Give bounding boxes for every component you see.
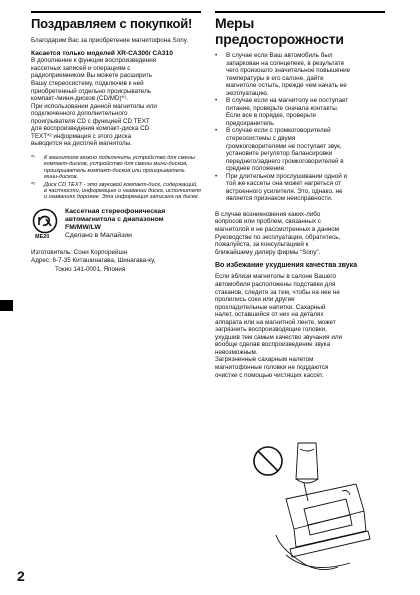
bullet-mark: • xyxy=(215,127,218,135)
footnote-1-mark: *¹ xyxy=(31,154,36,161)
models-line: При использовании данной магнитолы или xyxy=(31,102,157,110)
models-line: приобретенный отдельно проигрыватель xyxy=(31,87,152,95)
questions-line: магнитолой и не рассмотренных в данном xyxy=(215,226,340,234)
bullet-line: предохранитель. xyxy=(226,119,276,127)
bullet-line: встроенного усилителя. Это, однако, не xyxy=(226,187,343,195)
questions-line: ближайшему дилеру фирмы “Sony”. xyxy=(215,248,321,256)
maker-line: Токио 141-0001, Япония xyxy=(55,265,126,273)
models-line: радиоприемником Вы можете расширить xyxy=(31,72,153,80)
bullet-line: температуры в его салоне, дайте xyxy=(226,74,324,82)
models-body xyxy=(31,57,201,148)
precaution-item xyxy=(215,127,385,172)
quality-line: Если вблизи магнитолы в салоне Вашего xyxy=(215,273,337,281)
bullet-line: стереосистемы с двумя xyxy=(226,135,296,143)
models-line: В дополнение к функции воспроизведения xyxy=(31,57,157,65)
bullet-line: В случае если на магнитолу не поступает xyxy=(226,97,349,105)
top-rule-right xyxy=(215,11,385,13)
bullet-line: магнитоле остыть, прежде чем начать ее xyxy=(226,82,347,90)
bullet-line: эксплуатацию. xyxy=(226,89,269,97)
bullet-line: той же кассеты она может нагреться от xyxy=(226,180,342,188)
questions-line: Руководстве по эксплуатации, обратитесь, xyxy=(215,233,341,241)
models-line: выводится на дисплей магнитолы. xyxy=(31,140,132,148)
section-tab xyxy=(0,300,13,311)
precaution-item xyxy=(215,173,385,203)
models-line: кассетных записей и операциям с xyxy=(31,64,131,72)
precautions-title xyxy=(215,16,385,47)
footnote-1 xyxy=(31,155,201,181)
quality-line: очистке с помощью чистящих кассет. xyxy=(215,371,324,379)
quality-line: загрязнить воспроизводящие головки, xyxy=(215,326,327,334)
bullet-line: Если все в порядке, проверьте xyxy=(226,112,317,120)
sound-quality-body xyxy=(215,273,385,379)
bullet-line: установите регулятор балансировки xyxy=(226,150,333,158)
product-origin xyxy=(31,208,201,242)
made-in: Сделано в Малайзии xyxy=(65,231,132,239)
quality-line: магнитофонные головки не поддаются xyxy=(215,363,329,371)
precautions-title-line2: предосторожности xyxy=(215,30,344,47)
footnote-2 xyxy=(31,182,201,201)
bullet-mark: • xyxy=(215,172,218,180)
footnote-2-mark: *² xyxy=(31,181,36,188)
bullet-mark: • xyxy=(215,52,218,59)
quality-line: налет, оставшийся от них на деталях xyxy=(215,311,324,319)
quality-line: пролились соки или другие xyxy=(215,296,295,304)
models-line: TEXT*² информация с этого диска xyxy=(31,132,132,140)
quality-line: Загрязненные сахарным налетом xyxy=(215,356,314,364)
quality-line: вообще сделав воспроизведение звука xyxy=(215,341,331,349)
origin-text xyxy=(65,208,201,242)
quality-line: автомобиля расположены подставки для xyxy=(215,280,336,288)
models-line: проигрывателя CD с функцией CD TEXT xyxy=(31,117,150,125)
quality-line: прохладительные напитки. Сахарный xyxy=(215,303,326,311)
footnote-1-text: К магнитоле можно подключить устройство для смены компакт-дисков, устройство для смены мини-дисков, проигрыватель компакт-дисков или проигрыватель мини-дисков. xyxy=(44,154,195,181)
page-number: 2 xyxy=(17,568,25,584)
bullet-line: среднее положение. xyxy=(226,165,286,173)
quality-line: невозможным. xyxy=(215,348,258,356)
bullet-line: является признаком неисправности. xyxy=(226,195,333,203)
models-line: компакт-/мини-дисков (CD/MD)*¹. xyxy=(31,95,128,103)
footnote-2-text: Диск CD TEXT - это звуковой компакт-диск, содержащий, в частности, информацию о названии диска, исполнителя и названиях дорожек. Эта информация записана на диске. xyxy=(44,181,201,201)
models-line: подключенного дополнительного xyxy=(31,110,128,118)
bullet-line: запаркован на солнцепеке, в результате xyxy=(226,59,345,67)
product-title: Кассетная стереофоническая автомагнитола с диапазоном FM/MW/LW xyxy=(65,207,166,231)
questions-line: В случае возникновения каких-либо xyxy=(215,210,321,218)
bullet-line: питание, проверьте сначала контакты. xyxy=(226,104,339,112)
cup-holder-drawing xyxy=(246,439,376,579)
precautions-title-line1: Меры xyxy=(215,15,255,31)
precautions-list xyxy=(215,52,385,203)
no-drinks-illustration xyxy=(246,439,376,579)
top-rule-left xyxy=(31,11,201,13)
bullet-mark: • xyxy=(215,97,218,105)
maker-line: Изготовитель: Сони Корпорейшн xyxy=(31,248,128,256)
models-heading: Касается только моделей XR-CA300/ CA310 xyxy=(31,49,173,57)
maker-line: Адрес: 6-7-35 Киташинагава, Шинагава-ку, xyxy=(31,257,156,265)
quality-line: аппарата или на магнитной ленте, может xyxy=(215,318,336,326)
bullet-line: громкоговорителями не поступает звук, xyxy=(226,142,342,150)
questions-line: вопросов или проблем, связанных с xyxy=(215,218,321,226)
logo-code: ME20 xyxy=(35,233,50,240)
congrats-title: Поздравляем с покупкой! xyxy=(31,16,193,31)
bullet-line: чего произошло значительное повышение xyxy=(226,67,351,75)
sound-quality-heading: Во избежание ухудшения качества звука xyxy=(215,262,358,270)
quality-line: ухудшив тем самым качество звучания или xyxy=(215,333,343,341)
manufacturer-info xyxy=(31,249,201,274)
models-line: Вашу стереосистему, подключив к ней xyxy=(31,79,144,87)
left-column xyxy=(31,14,201,274)
bullet-line: В случае если с громкоговорителей xyxy=(226,127,331,135)
questions-line: пожалуйста, за консультацией к xyxy=(215,241,309,249)
right-column xyxy=(215,14,385,379)
quality-line: стаканов, следите за тем, чтобы на нее не xyxy=(215,288,340,296)
bullet-line: При длительном прослушивании одной и xyxy=(226,172,348,180)
precaution-item xyxy=(215,52,385,97)
questions-paragraph xyxy=(215,211,385,256)
bullet-line: В случае если Ваш автомобиль был xyxy=(226,52,333,59)
bullet-line: переднего/заднего громкоговорителей в xyxy=(226,157,344,165)
eac-certification-logo xyxy=(31,208,59,242)
precaution-item xyxy=(215,97,385,127)
intro-text: Благодарим Вас за приобретение магнитофона Sony. xyxy=(31,37,189,44)
models-line: для воспроизведения компакт-диска CD xyxy=(31,125,150,133)
